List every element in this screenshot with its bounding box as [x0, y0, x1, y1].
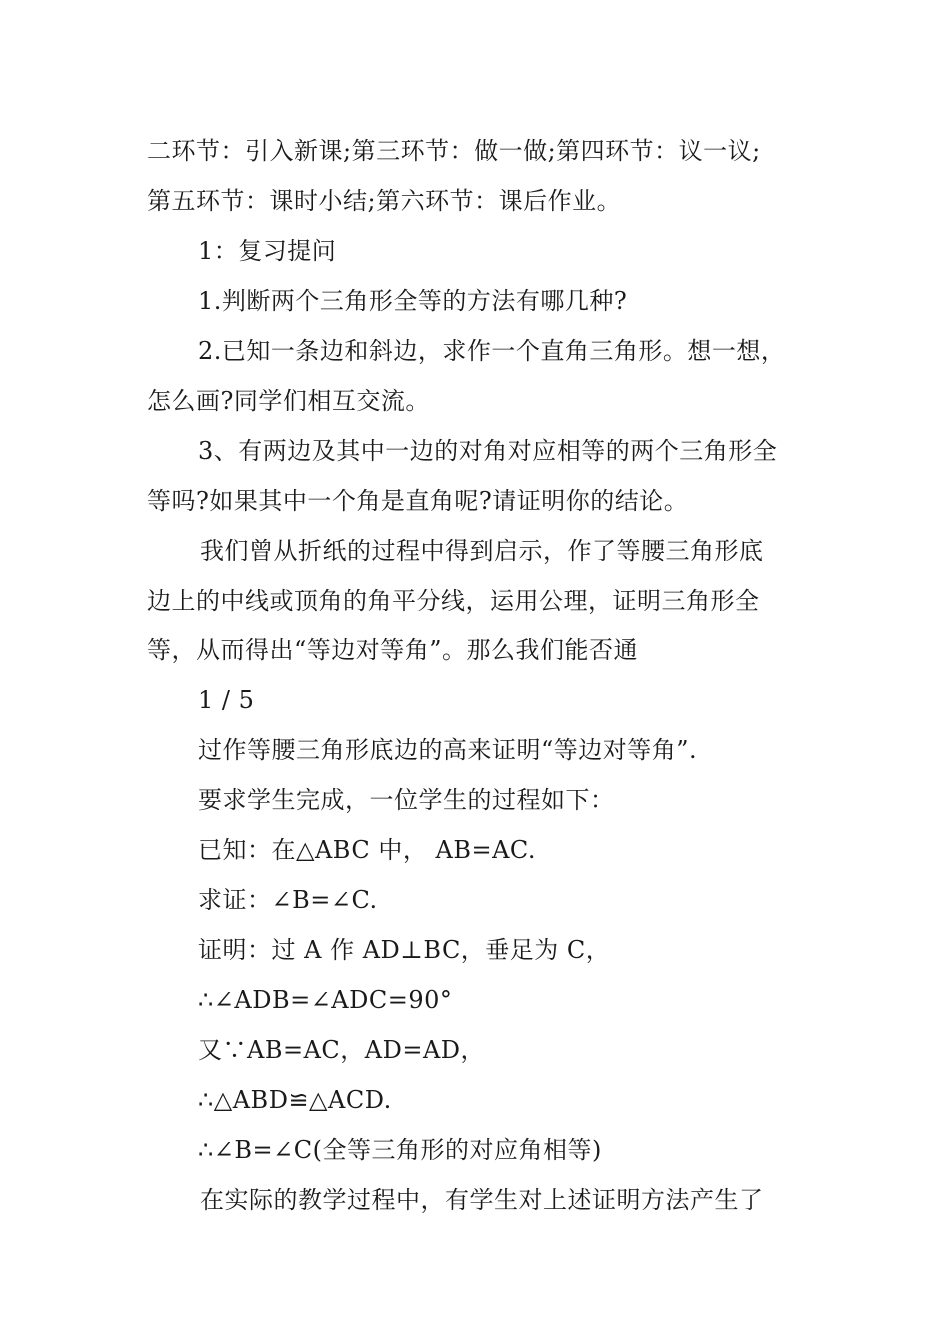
paragraph-line: 等，从而得出“等边对等角”。那么我们能否通 — [147, 636, 639, 664]
text-line: 怎么画?同学们相互交流。 — [147, 387, 430, 415]
text-line: 二环节：引入新课;第三环节：做一做;第四环节：议一议; — [147, 137, 761, 165]
page-number: 1 / 5 — [198, 686, 255, 714]
proof-goal: 求证：∠B=∠C. — [198, 886, 378, 914]
proof-step: ∴∠B=∠C(全等三角形的对应角相等) — [198, 1136, 602, 1164]
section-heading: 1：复习提问 — [198, 237, 337, 265]
proof-step: 又∵AB=AC，AD=AD， — [198, 1036, 486, 1064]
proof-step: ∴△ABD≌△ACD. — [198, 1086, 392, 1114]
text-line: 等吗?如果其中一个角是直角呢?请证明你的结论。 — [147, 487, 689, 515]
paragraph-line: 在实际的教学过程中，有学生对上述证明方法产生了 — [200, 1186, 764, 1214]
paragraph-line: 过作等腰三角形底边的高来证明“等边对等角”. — [198, 736, 698, 764]
proof-step: ∴∠ADB=∠ADC=90° — [198, 986, 453, 1014]
question-item: 3、有两边及其中一边的对角对应相等的两个三角形全 — [198, 437, 778, 465]
question-item: 1.判断两个三角形全等的方法有哪几种? — [198, 287, 628, 315]
paragraph-line: 要求学生完成，一位学生的过程如下： — [198, 786, 615, 814]
paragraph-line: 我们曾从折纸的过程中得到启示，作了等腰三角形底 — [200, 537, 764, 565]
proof-step: 证明：过 A 作 AD⊥BC，垂足为 C， — [198, 936, 611, 964]
proof-given: 已知：在△ABC 中， AB=AC. — [198, 836, 537, 864]
paragraph-line: 边上的中线或顶角的角平分线，运用公理，证明三角形全 — [147, 587, 760, 615]
text-line: 第五环节：课时小结;第六环节：课后作业。 — [147, 187, 622, 215]
question-item: 2.已知一条边和斜边，求作一个直角三角形。想一想， — [198, 337, 786, 365]
